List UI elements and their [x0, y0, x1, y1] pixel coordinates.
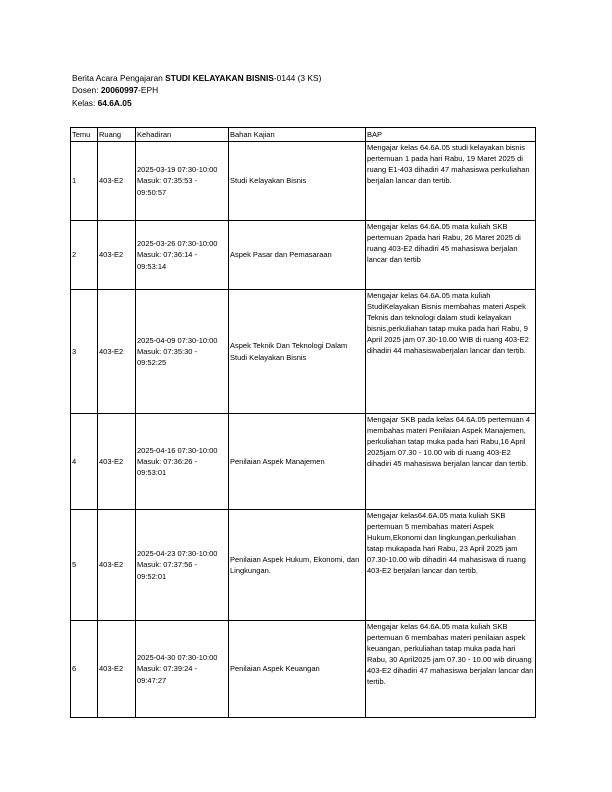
- cell-ruang: 403-E2: [98, 621, 136, 718]
- table-row: [71, 221, 536, 290]
- cell-kehadiran: 2025-04-16 07:30-10:00 Masuk: 07:36:26 - 09:53:01: [136, 414, 229, 510]
- lecturer-id: 20060997: [100, 85, 139, 96]
- cell-kehadiran: 2025-03-19 07:30-10:00 Masuk: 07:35:53 - 09:50:57: [136, 142, 229, 221]
- cell-bahan-kajian: Penilaian Aspek Hukum, Ekonomi, dan Lingkungan.: [229, 510, 366, 621]
- cell-kehadiran: 2025-03-26 07:30-10:00 Masuk: 07:36:14 - 09:53:14: [136, 221, 229, 290]
- table-row: [71, 510, 536, 621]
- cell-temu: 5: [71, 510, 98, 621]
- column-header-kehadiran: Kehadiran: [136, 128, 229, 142]
- cell-bahan-kajian: Penilaian Aspek Keuangan: [229, 621, 366, 718]
- table-row: [71, 414, 536, 510]
- cell-temu: 4: [71, 414, 98, 510]
- cell-bap: Mengajar kelas 64.6A.05 mata kuliah StudiKelayakan Bisnis membahas materi Aspek Teknis dan teknologi dalam studi kelayakan bisnis,perkuliahan tatap muka pada hari Rabu, 9 April 2025 jam 07.30-10.00 WIB di ruang 403-E2 dihadiri 44 mahasiswaberjalan lancar dan tertib.: [366, 290, 536, 414]
- cell-bahan-kajian: Studi Kelayakan Bisnis: [229, 142, 366, 221]
- cell-temu: 2: [71, 221, 98, 290]
- cell-bahan-kajian: Aspek Teknik Dan Teknologi Dalam Studi Kelayakan Bisnis: [229, 290, 366, 414]
- table-header-row: [71, 128, 536, 142]
- column-header-ruang: Ruang: [98, 128, 136, 142]
- cell-bap: Mengajar kelas 64.6A.05 studi kelayakan bisnis pertemuan 1 pada hari Rabu, 19 Maret 2025 di ruang E1-403 dihadiri 47 mahasiswa perkuliahan berjalan lancar dan tertib.: [366, 142, 536, 221]
- class-line: Kelas: 64.6A.05: [72, 97, 132, 108]
- column-header-temu: Temu: [71, 128, 98, 142]
- lecturer-line: Dosen: 20060997-EPH: [72, 85, 159, 96]
- document-header: [72, 72, 321, 109]
- column-header-bahan-kajian: Bahan Kajian: [229, 128, 366, 142]
- course-name: STUDI KELAYAKAN BISNIS: [165, 73, 274, 83]
- report-title-line: Berita Acara Pengajaran STUDI KELAYAKAN BISNIS-0144 (3 KS): [72, 73, 322, 83]
- cell-kehadiran: 2025-04-30 07:30-10:00 Masuk: 07:39:24 - 09:47:27: [136, 621, 229, 718]
- cell-temu: 3: [71, 290, 98, 414]
- cell-ruang: 403-E2: [98, 414, 136, 510]
- column-header-bap: BAP: [366, 128, 536, 142]
- cell-bahan-kajian: Penilaian Aspek Manajemen: [229, 414, 366, 510]
- class-code: 64.6A.05: [97, 97, 132, 108]
- cell-temu: 1: [71, 142, 98, 221]
- cell-bap: Mengajar kelas 64.6A.05 mata kuliah SKB pertemuan 2pada hari Rabu, 26 Maret 2025 di ruang 403-E2 dihadiri 45 mahasiswa berjalan lancar dan tertib: [366, 221, 536, 290]
- cell-ruang: 403-E2: [98, 142, 136, 221]
- cell-ruang: 403-E2: [98, 290, 136, 414]
- cell-bap: Mengajar kelas 64.6A.05 mata kuliah SKB pertemuan 6 membahas materi penilaian aspek keuangan, perkuliahan tatap muka pada hari Rabu, 30 April2025 jam 07.30 - 10.00 wib diruang 403-E2 dihadiri 47 mahasiswa berjalan lancar dan tertib.: [366, 621, 536, 718]
- cell-bap: Mengajar kelas64.6A.05 mata kuliah SKB pertemuan 5 membahas materi Aspek Hukum,Ekonomi dan lingkungan,perkuliahan tatap mukapada hari Rabu, 23 April 2025 jam 07.30-10.00 wib dihadiri 44 mahasiswa di ruang 403-E2 berjalan lancar dan tertib.: [366, 510, 536, 621]
- cell-temu: 6: [71, 621, 98, 718]
- table-row: [71, 621, 536, 718]
- cell-kehadiran: 2025-04-09 07:30-10:00 Masuk: 07:35:30 - 09:52:25: [136, 290, 229, 414]
- cell-bap: Mengajar SKB pada kelas 64.6A.05 pertemuan 4 membahas materi Penilaian Aspek Manajemen, perkuliahan tatap muka pada hari Rabu,16 April 2025jam 07.30 - 10.00 wib di ruang 403-E2 dihadiri 45 mahasiswa berjalan lancar dan tertib.: [366, 414, 536, 510]
- table-row: [71, 290, 536, 414]
- cell-bahan-kajian: Aspek Pasar dan Pemasaraan: [229, 221, 366, 290]
- cell-ruang: 403-E2: [98, 221, 136, 290]
- cell-ruang: 403-E2: [98, 510, 136, 621]
- bap-table: [70, 127, 536, 718]
- table-row: [71, 142, 536, 221]
- cell-kehadiran: 2025-04-23 07:30-10:00 Masuk: 07:37:56 - 09:52:01: [136, 510, 229, 621]
